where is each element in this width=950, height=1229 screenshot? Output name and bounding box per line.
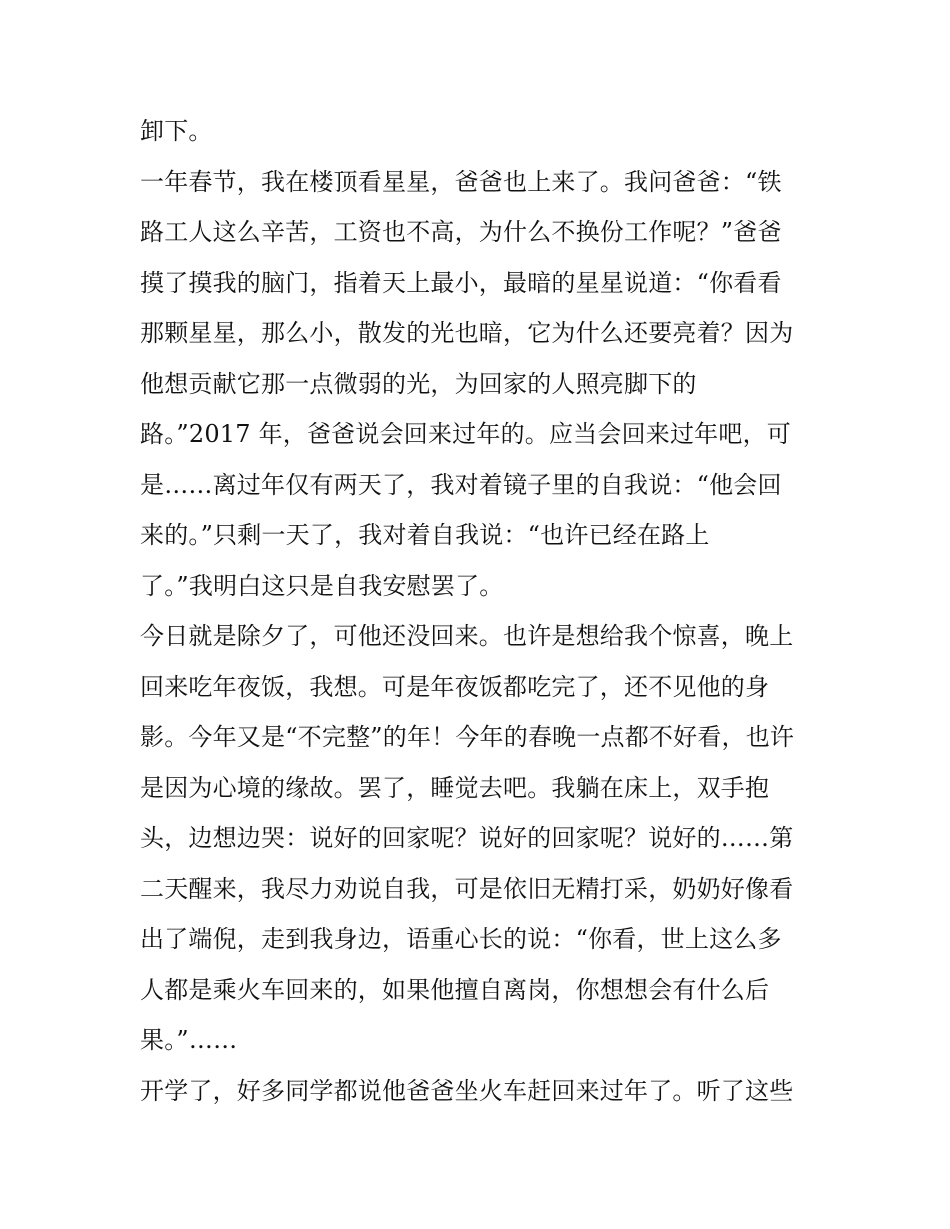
text-line: 果。”…… <box>140 1026 238 1054</box>
text-line: 摸了摸我的脑门，指着天上最小，最暗的星星说道：“你看看 <box>140 268 782 297</box>
text-line: 头，边想边哭：说好的回家呢？说好的回家呢？说好的……第 <box>140 824 794 852</box>
text-line: 卸下。 <box>140 117 213 145</box>
text-line: 是……离过年仅有两天了，我对着镜子里的自我说：“他会回 <box>140 470 782 499</box>
text-line: 是因为心境的缘故。罢了，睡觉去吧。我躺在床上，双手抱 <box>140 773 770 802</box>
text-line: 路。”2017 年，爸爸说会回来过年的。应当会回来过年吧，可 <box>140 420 791 448</box>
text-line: 人都是乘火车回来的，如果他擅自离岗，你想想会有什么后 <box>140 975 770 1004</box>
text-line: 来的。”只剩一天了，我对着自我说：“也许已经在路上 <box>140 521 710 549</box>
text-line: 出了端倪，走到我身边，语重心长的说：“你看，世上这么多 <box>140 925 782 953</box>
text-line: 他想贡献它那一点微弱的光，为回家的人照亮脚下的 <box>140 369 697 398</box>
body-text <box>140 106 820 1116</box>
text-line: 那颗星星，那么小，散发的光也暗，它为什么还要亮着？因为 <box>140 319 794 347</box>
text-line: 开学了，好多同学都说他爸爸坐火车赶回来过年了。听了这些 <box>140 1076 794 1105</box>
text-line: 今日就是除夕了，可他还没回来。也许是想给我个惊喜，晚上 <box>140 622 794 650</box>
text-line: 影。今年又是“不完整”的年！今年的春晚一点都不好看，也许 <box>140 723 795 751</box>
text-line: 回来吃年夜饭，我想。可是年夜饭都吃完了，还不见他的身 <box>140 672 770 701</box>
text-line: 了。”我明白这只是自我安慰罢了。 <box>140 571 504 600</box>
text-line: 路工人这么辛苦，工资也不高，为什么不换份工作呢？”爸爸 <box>140 218 782 246</box>
text-line: 二天醒来，我尽力劝说自我，可是依旧无精打采，奶奶好像看 <box>140 874 794 903</box>
text-line: 一年春节，我在楼顶看星星，爸爸也上来了。我问爸爸：“铁 <box>140 167 782 196</box>
